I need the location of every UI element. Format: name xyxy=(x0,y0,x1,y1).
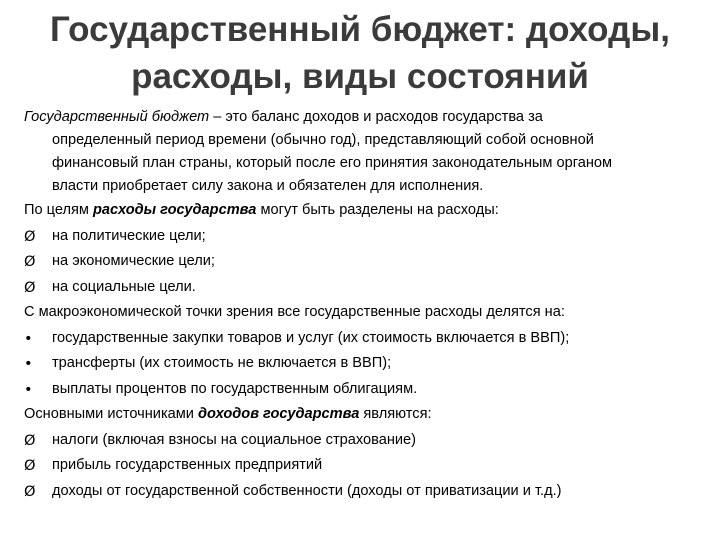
definition-line-1-rest: – это баланс доходов и расходов государства за xyxy=(209,109,543,125)
macro-item-3: выплаты процентов по государственным облигациям. xyxy=(52,380,418,397)
list-item xyxy=(24,479,696,505)
sources-intro-before: Основными источниками xyxy=(24,406,199,422)
title-line-1: Государственный бюджет: доходы, xyxy=(50,10,670,49)
definition-line-2: определенный период времени (обычно год), представляющий собой основной xyxy=(52,132,594,148)
definition-term: Государственный бюджет xyxy=(24,109,210,125)
title-line-2: расходы, виды состояний xyxy=(131,57,589,96)
list-item xyxy=(24,428,696,454)
list-item xyxy=(24,377,696,403)
macro-item-1: государственные закупки товаров и услуг (их стоимость включается в ВВП); xyxy=(52,329,570,346)
arrow-bullet-icon: Ø xyxy=(24,457,36,474)
purposes-intro-before: По целям xyxy=(24,202,93,218)
slide-title xyxy=(20,6,700,100)
slide-body xyxy=(24,106,696,504)
list-item xyxy=(24,224,696,250)
sources-item-1: налоги (включая взносы на социальное страхование) xyxy=(52,431,417,448)
arrow-bullet-icon: Ø xyxy=(24,431,36,449)
list-item xyxy=(24,351,696,377)
purposes-intro-after: могут быть разделены на расходы: xyxy=(256,202,499,218)
macro-item-2: трансферты (их стоимость не включается в ВВП); xyxy=(52,355,392,371)
definition-line-4: власти приобретает силу закона и обязателен для исполнения. xyxy=(52,178,484,194)
dot-bullet-icon: • xyxy=(24,329,33,347)
purposes-item-3: на социальные цели. xyxy=(52,278,196,295)
sources-intro xyxy=(24,402,696,428)
sources-intro-emphasis: доходов государства xyxy=(198,406,360,422)
definition-paragraph xyxy=(24,106,696,198)
list-item xyxy=(24,453,696,479)
arrow-bullet-icon: Ø xyxy=(24,253,36,270)
sources-intro-after: являются: xyxy=(359,406,432,422)
sources-item-3: доходы от государственной собственности (доходы от приватизации и т.д.) xyxy=(52,482,562,499)
purposes-intro-emphasis: расходы государства xyxy=(93,202,257,218)
arrow-bullet-icon: Ø xyxy=(24,227,36,245)
arrow-bullet-icon: Ø xyxy=(24,482,36,500)
list-item xyxy=(24,275,696,301)
arrow-bullet-icon: Ø xyxy=(24,278,36,296)
sources-item-2: прибыль государственных предприятий xyxy=(52,457,323,473)
purposes-item-1: на политические цели; xyxy=(52,227,206,244)
dot-bullet-icon: • xyxy=(24,380,33,398)
dot-bullet-icon: • xyxy=(24,355,33,372)
list-item xyxy=(24,326,696,352)
definition-line-1 xyxy=(24,106,696,129)
definition-line-3: финансовый план страны, который после его принятия законодательным органом xyxy=(52,155,613,171)
macro-intro: С макроэкономической точки зрения все государственные расходы делятся на: xyxy=(24,304,565,320)
purposes-item-2: на экономические цели; xyxy=(52,253,215,269)
purposes-intro xyxy=(24,198,696,224)
list-item xyxy=(24,249,696,275)
